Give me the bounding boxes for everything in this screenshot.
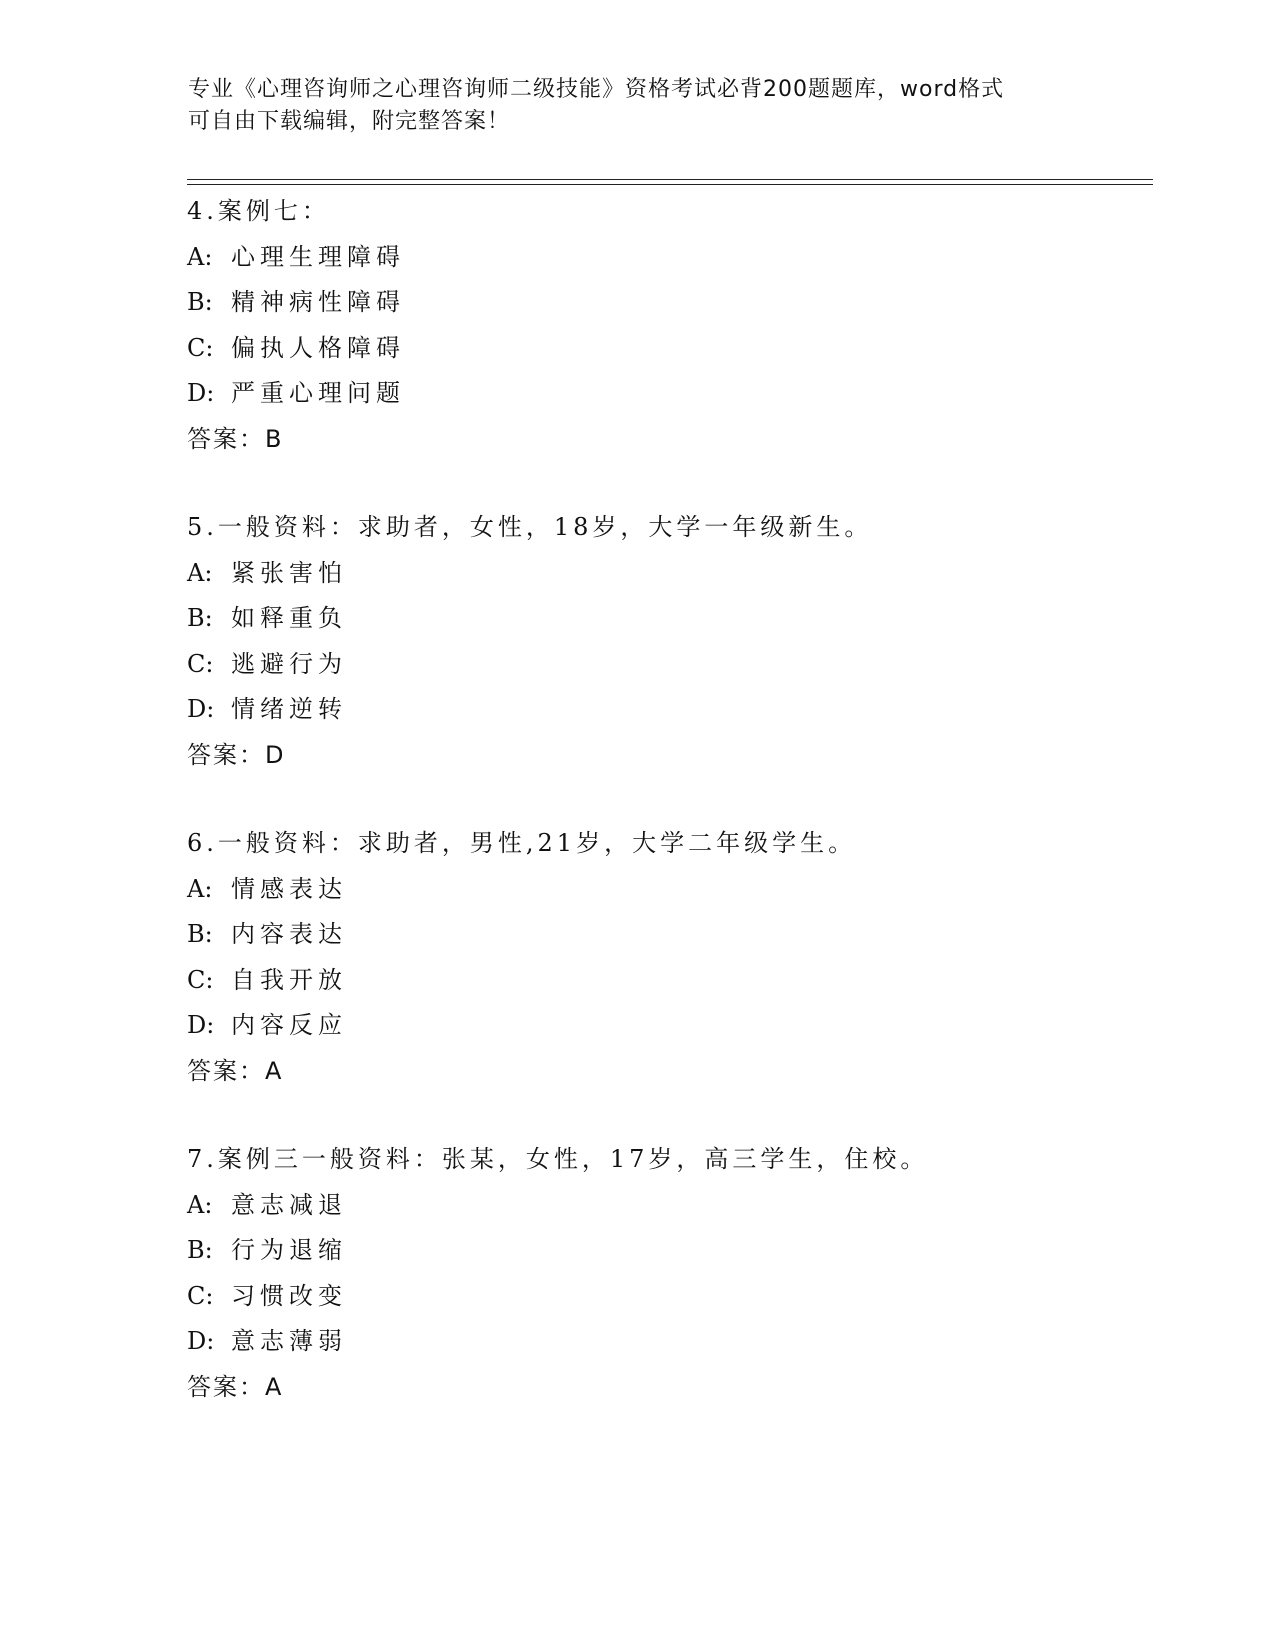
answer-value: A	[265, 1372, 282, 1401]
option-text: 逃避行为	[231, 649, 347, 678]
option-text: 如释重负	[231, 604, 347, 633]
answer-label: 答案：	[187, 740, 265, 769]
answer-value: D	[265, 740, 284, 769]
option-letter: D:	[187, 695, 215, 724]
document-header	[188, 74, 1068, 138]
answer-line	[187, 733, 872, 779]
answer-line	[187, 1365, 928, 1411]
option-b	[187, 596, 872, 642]
answer-label: 答案：	[187, 1372, 265, 1401]
option-letter: A:	[187, 242, 213, 271]
option-letter: A:	[187, 558, 213, 587]
option-letter: C:	[187, 333, 214, 362]
option-a	[187, 235, 405, 281]
option-a	[187, 551, 872, 597]
answer-value: B	[265, 424, 282, 453]
option-b	[187, 912, 856, 958]
option-text: 习惯改变	[231, 1281, 347, 1310]
option-text: 紧张害怕	[231, 558, 347, 587]
option-b	[187, 280, 405, 326]
header-divider-top	[187, 179, 1153, 180]
option-c	[187, 642, 872, 688]
option-text: 情绪逆转	[231, 695, 347, 724]
option-c	[187, 326, 405, 372]
answer-line	[187, 1049, 856, 1095]
option-text: 意志减退	[231, 1190, 347, 1219]
question-stem: 7.案例三一般资料：张某，女性，17岁，高三学生，住校。	[187, 1145, 929, 1173]
option-text: 内容表达	[231, 920, 347, 949]
question-stem: 6.一般资料：求助者，男性,21岁，大学二年级学生。	[187, 829, 857, 857]
option-letter: A:	[187, 1190, 213, 1219]
option-text: 偏执人格障碍	[231, 333, 405, 362]
option-d	[187, 371, 405, 417]
question-block-7	[187, 1137, 928, 1411]
option-text: 精神病性障碍	[231, 288, 405, 317]
question-stem: 5.一般资料：求助者，女性，18岁，大学一年级新生。	[187, 513, 873, 541]
option-letter: C:	[187, 965, 214, 994]
answer-line	[187, 417, 405, 463]
option-c	[187, 958, 856, 1004]
option-text: 情感表达	[231, 874, 347, 903]
option-letter: D:	[187, 379, 215, 408]
option-text: 意志薄弱	[231, 1327, 347, 1356]
question-stem: 4.案例七：	[187, 197, 330, 225]
answer-label: 答案：	[187, 424, 265, 453]
option-d	[187, 687, 872, 733]
header-divider-bottom	[187, 184, 1153, 185]
answer-label: 答案：	[187, 1056, 265, 1085]
option-letter: C:	[187, 649, 214, 678]
question-block-6	[187, 821, 856, 1095]
header-line-2: 可自由下载编辑，附完整答案！	[188, 109, 511, 134]
option-text: 内容反应	[231, 1011, 347, 1040]
answer-value: A	[265, 1056, 282, 1085]
option-letter: D:	[187, 1327, 215, 1356]
option-d	[187, 1003, 856, 1049]
option-letter: C:	[187, 1281, 214, 1310]
question-block-5	[187, 505, 872, 779]
option-b	[187, 1228, 928, 1274]
option-letter: B:	[187, 1236, 213, 1265]
option-letter: B:	[187, 288, 213, 317]
option-letter: B:	[187, 920, 213, 949]
header-line-1: 专业《心理咨询师之心理咨询师二级技能》资格考试必背200题题库，word格式	[188, 77, 1005, 102]
option-c	[187, 1274, 928, 1320]
question-block-4	[187, 189, 405, 463]
option-letter: D:	[187, 1011, 215, 1040]
option-text: 自我开放	[231, 965, 347, 994]
option-d	[187, 1319, 928, 1365]
option-letter: A:	[187, 874, 213, 903]
option-text: 心理生理障碍	[231, 242, 405, 271]
option-letter: B:	[187, 604, 213, 633]
option-a	[187, 867, 856, 913]
option-a	[187, 1183, 928, 1229]
option-text: 行为退缩	[231, 1236, 347, 1265]
option-text: 严重心理问题	[231, 379, 405, 408]
